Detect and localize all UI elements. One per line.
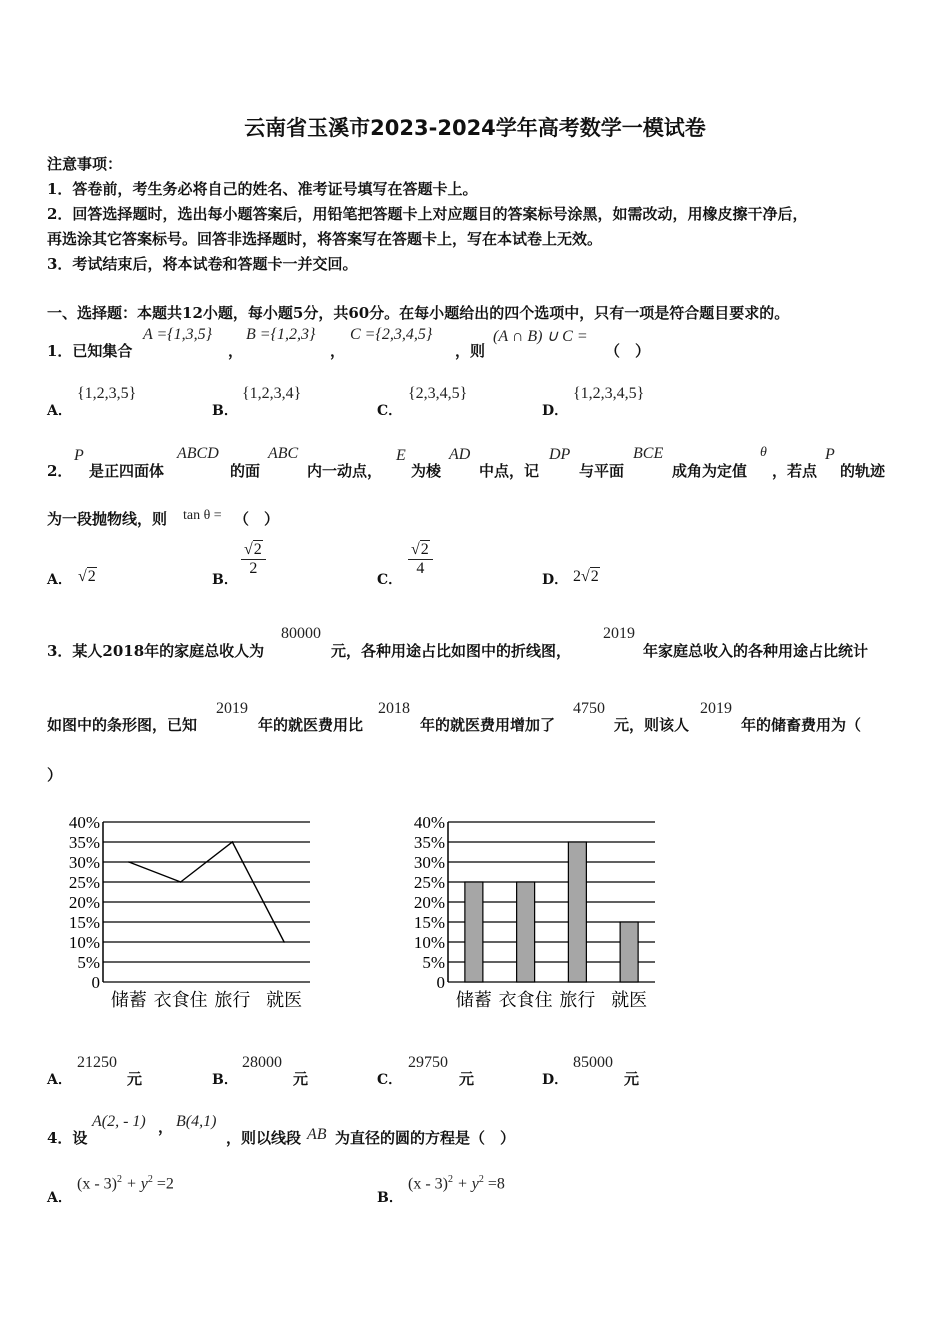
q4-option-a-value: $(x - 3)^2 + y^2 =2$ (77, 1174, 174, 1193)
q1-then: ，则 (455, 342, 486, 360)
q2-var-ad: AD (449, 446, 471, 463)
q2-option-c-value: $\frac{√2}{4}$ (408, 541, 433, 578)
notice-item-2b: 再选涂其它答案标号。回答非选择题时，将答案写在答题卡上，写在本试卷上无效。 (47, 230, 603, 248)
bar (620, 922, 638, 982)
q1-set-b: B ={1,2,3} (246, 326, 316, 343)
data-point (232, 841, 234, 843)
q2-var-abcd: ABCD (177, 445, 219, 462)
q3-option-c-label: C． (377, 1072, 403, 1088)
q3-line-2d: 元，则该人 (614, 716, 690, 734)
q1-paren: （ ） (605, 342, 651, 360)
q3-option-a-label: A． (47, 1072, 72, 1088)
q2-tan: tan θ = (183, 508, 222, 523)
q2-option-b-value: $\frac{√2}{2}$ (241, 541, 266, 578)
x-tick-label: 就医 (266, 990, 303, 1010)
q2-text-6: 与平面 (579, 462, 625, 480)
q3-option-d-label: D． (542, 1072, 569, 1088)
q2-var-p: P (74, 447, 84, 464)
y-tick-label: 25% (68, 873, 100, 892)
q4-text-2: 为直径的圆的方程是（ ） (335, 1129, 516, 1147)
q2-var-abc: ABC (268, 445, 299, 462)
q2-option-c-label: C． (377, 572, 403, 588)
q2-option-d-label: D． (542, 572, 569, 588)
y-tick-label: 20% (413, 893, 445, 912)
y-tick-label: 5% (422, 953, 445, 972)
section-heading: 一、选择题：本题共12小题，每小题5分，共60分。在每小题给出的四个选项中，只有一项是符合题目要求的。 (47, 304, 790, 322)
y-tick-label: 15% (413, 913, 445, 932)
y-tick-label: 35% (413, 833, 445, 852)
x-tick-label: 旅行 (214, 990, 251, 1010)
y-tick-label: 0 (436, 973, 445, 992)
notice-item-3: 3．考试结束后，将本试卷和答题卡一并交回。 (47, 255, 358, 273)
notice-item-2a: 2．回答选择题时，选出每小题答案后，用铅笔把答题卡上对应题目的答案标号涂黑，如需改动，用橡皮擦干净后， (47, 205, 808, 223)
q4-text-1: ，则以线段 (226, 1129, 302, 1147)
q1-comma-1: ， (228, 342, 244, 360)
q2-text-5: 中点，记 (479, 462, 540, 480)
x-tick-label: 就医 (611, 990, 648, 1010)
notice-item-1: 1．答卷前，考生务必将自己的姓名、准考证号填写在答题卡上。 (47, 180, 478, 198)
y-tick-label: 40% (413, 813, 445, 832)
q4-option-a-label: A． (47, 1190, 72, 1206)
q3-option-b-value: 28000 (242, 1054, 282, 1071)
q1-option-a-label: A． (47, 403, 72, 419)
q3-year-2018: 2018 (378, 700, 410, 717)
q2-number: 2． (47, 462, 73, 480)
y-tick-label: 0 (91, 973, 100, 992)
q2-option-b-label: B． (212, 572, 238, 588)
q2-var-bce: BCE (633, 445, 664, 462)
y-tick-label: 30% (413, 853, 445, 872)
y-tick-label: 5% (77, 953, 100, 972)
q4-point-b: B(4,1) (176, 1113, 217, 1130)
y-tick-label: 30% (68, 853, 100, 872)
q3-line-2a: 如图中的条形图，已知 (47, 716, 198, 734)
q2-var-theta: θ (760, 445, 767, 460)
q1-option-b-value: {1,2,3,4} (242, 385, 302, 402)
q4-point-a: A(2, - 1) (92, 1113, 146, 1130)
q2-text-7: 成角为定值 (672, 462, 748, 480)
q1-set-a: A ={1,3,5} (143, 326, 213, 343)
q3-year-2019-c: 2019 (700, 700, 732, 717)
q3-option-b-unit: 元 (293, 1070, 309, 1088)
q1-option-c-value: {2,3,4,5} (408, 385, 468, 402)
q2-paren: （ ） (234, 510, 280, 528)
q2-text-8: ，若点 (772, 462, 818, 480)
y-tick-label: 10% (68, 933, 100, 952)
bar (568, 842, 586, 982)
y-tick-label: 40% (68, 813, 100, 832)
q2-option-a-value: √2 (78, 568, 96, 585)
y-tick-label: 20% (68, 893, 100, 912)
y-tick-label: 15% (68, 913, 100, 932)
q2-var-dp: DP (549, 446, 571, 463)
q2-var-e: E (396, 447, 406, 464)
q1-expression: (A ∩ B) ∪ C = (493, 328, 588, 345)
q2-text-9: 的轨迹 (840, 462, 886, 480)
q3-line-1a: 3．某人2018年的家庭总收人为 (47, 642, 265, 660)
data-point (128, 861, 130, 863)
q2-var-p2: P (825, 446, 835, 463)
x-tick-label: 衣食住 (153, 990, 208, 1010)
q4-option-b-value: $(x - 3)^2 + y^2 =8$ (408, 1174, 505, 1193)
q4-option-b-label: B． (377, 1190, 403, 1206)
q2-text-3: 内一动点， (307, 462, 383, 480)
q3-option-d-unit: 元 (624, 1070, 640, 1088)
x-tick-label: 旅行 (559, 990, 596, 1010)
bar-chart (400, 808, 670, 1018)
q3-line-2c: 年的就医费用增加了 (420, 716, 556, 734)
line-series (129, 842, 284, 942)
q3-option-a-unit: 元 (127, 1070, 143, 1088)
q3-line-2e: 年的储畜费用为（ (741, 716, 862, 734)
q3-line-3: ） (47, 766, 63, 784)
line-chart (55, 808, 325, 1018)
q1-comma-2: ， (330, 342, 346, 360)
q2-option-a-label: A． (47, 572, 72, 588)
q2-line-2: 为一段抛物线，则 (47, 510, 168, 528)
q1-prefix: 1．已知集合 (47, 342, 133, 360)
bar (465, 882, 483, 982)
q3-option-b-label: B． (212, 1072, 238, 1088)
q2-text-4: 为棱 (411, 462, 442, 480)
data-point (283, 941, 285, 943)
q3-option-c-value: 29750 (408, 1054, 448, 1071)
q2-option-d-value: 2√2 (573, 568, 599, 585)
q4-comma: ， (158, 1118, 174, 1136)
y-tick-label: 35% (68, 833, 100, 852)
q3-option-d-value: 85000 (573, 1054, 613, 1071)
q2-text-2: 的面 (230, 462, 261, 480)
q1-option-a-value: {1,2,3,5} (77, 385, 137, 402)
x-tick-label: 衣食住 (498, 990, 553, 1010)
q3-year-2019-a: 2019 (603, 625, 635, 642)
q1-option-d-label: D． (542, 403, 569, 419)
q3-option-a-value: 21250 (77, 1054, 117, 1071)
y-tick-label: 10% (413, 933, 445, 952)
y-tick-label: 25% (413, 873, 445, 892)
q3-income-2018: 80000 (281, 625, 321, 642)
q3-increase: 4750 (573, 700, 605, 717)
page-title: 云南省玉溪市2023-2024学年高考数学一模试卷 (244, 116, 706, 140)
q3-option-c-unit: 元 (459, 1070, 475, 1088)
q1-option-b-label: B． (212, 403, 238, 419)
x-tick-label: 储蓄 (110, 990, 147, 1010)
notice-heading: 注意事项： (47, 155, 123, 173)
q3-line-2b: 年的就医费用比 (258, 716, 364, 734)
q4-prefix: 4．设 (47, 1129, 88, 1147)
q1-set-c: C ={2,3,4,5} (350, 326, 433, 343)
q3-line-1b: 元，各种用途占比如图中的折线图， (331, 642, 572, 660)
q2-text-1: 是正四面体 (89, 462, 165, 480)
q3-year-2019-b: 2019 (216, 700, 248, 717)
q1-option-d-value: {1,2,3,4,5} (573, 385, 645, 402)
q1-option-c-label: C． (377, 403, 403, 419)
q3-line-1c: 年家庭总收入的各种用途占比统计 (643, 642, 869, 660)
q4-segment-ab: AB (307, 1126, 327, 1143)
bar (517, 882, 535, 982)
x-tick-label: 储蓄 (455, 990, 492, 1010)
data-point (180, 881, 182, 883)
